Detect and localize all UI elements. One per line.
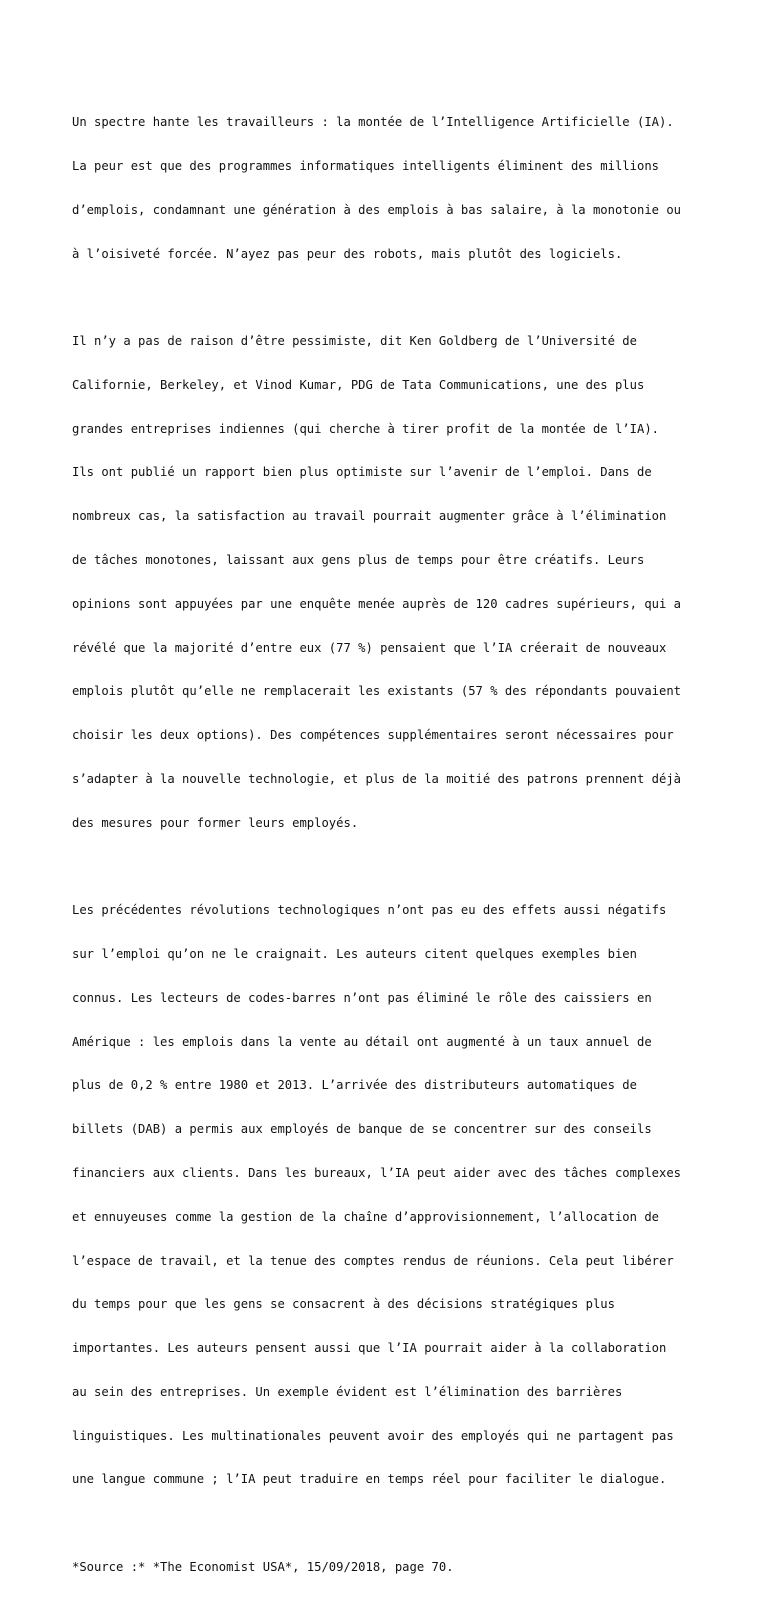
text-line: Il n’y a pas de raison d’être pessimiste, dit Ken Goldberg de l’Université de (72, 334, 637, 349)
text-line: plus de 0,2 % entre 1980 et 2013. L’arrivée des distributeurs automatiques de (72, 1078, 637, 1093)
text-line: sur l’emploi qu’on ne le craignait. Les auteurs citent quelques exemples bien (72, 947, 637, 962)
text-line: linguistiques. Les multinationales peuvent avoir des employés qui ne partagent pas (72, 1428, 674, 1443)
text-line: La peur est que des programmes informatiques intelligents éliminent des millions (72, 158, 659, 173)
text-line: opinions sont appuyées par une enquête menée auprès de 120 cadres supérieurs, qui a (72, 596, 682, 611)
text-line: d’emplois, condamnant une génération à des emplois à bas salaire, à la monotonie ou (72, 202, 682, 217)
text-line: grandes entreprises indiennes (qui cherche à tirer profit de la montée de l’IA). (72, 421, 659, 436)
text-line: financiers aux clients. Dans les bureaux, l’IA peut aider avec des tâches complexes (72, 1165, 682, 1180)
paragraph-history (72, 874, 712, 1516)
text-line: des mesures pour former leurs employés. (72, 815, 359, 830)
text-line: de tâches monotones, laissant aux gens plus de temps pour être créatifs. Leurs (72, 553, 645, 567)
text-line: *Source :* *The Economist USA*, 15/09/2018, page 70. (72, 1559, 454, 1574)
source-citation (72, 1531, 712, 1604)
paragraph-optimism (72, 305, 712, 860)
text-line: Amérique : les emplois dans la vente au détail ont augmenté à un taux annuel de (72, 1034, 652, 1049)
text-line: Les précédentes révolutions technologiques n’ont pas eu des effets aussi négatifs (72, 903, 667, 918)
text-line: billets (DAB) a permis aux employés de banque de se concentrer sur des conseils (72, 1122, 652, 1137)
text-line: Un spectre hante les travailleurs : la montée de l’Intelligence Artificielle (IA). (72, 115, 674, 130)
text-line: révélé que la majorité d’entre eux (77 %) pensaient que l’IA créerait de nouveaux (72, 640, 667, 655)
text-line: l’espace de travail, et la tenue des comptes rendus de réunions. Cela peut libérer (72, 1253, 674, 1268)
text-line: du temps pour que les gens se consacrent à des décisions stratégiques plus (72, 1297, 615, 1312)
text-line: connus. Les lecteurs de codes-barres n’ont pas éliminé le rôle des caissiers en (72, 990, 652, 1005)
text-line: choisir les deux options). Des compétences supplémentaires seront nécessaires pour (72, 728, 674, 743)
text-line: s’adapter à la nouvelle technologie, et plus de la moitié des patrons prennent déjà (72, 771, 682, 786)
document-body (72, 86, 712, 1618)
text-line: nombreux cas, la satisfaction au travail pourrait augmenter grâce à l’élimination (72, 509, 667, 524)
paragraph-intro (72, 86, 712, 290)
text-line: au sein des entreprises. Un exemple évident est l’élimination des barrières (72, 1384, 623, 1399)
text-line: Californie, Berkeley, et Vinod Kumar, PDG de Tata Communications, une des plus (72, 377, 645, 392)
text-line: Ils ont publié un rapport bien plus optimiste sur l’avenir de l’emploi. Dans de (72, 465, 652, 480)
text-line: une langue commune ; l’IA peut traduire en temps réel pour faciliter le dialogue. (72, 1472, 667, 1487)
text-line: importantes. Les auteurs pensent aussi que l’IA pourrait aider à la collaboration (72, 1341, 667, 1356)
text-line: et ennuyeuses comme la gestion de la chaîne d’approvisionnement, l’allocation de (72, 1209, 659, 1224)
text-line: emplois plutôt qu’elle ne remplacerait les existants (57 % des répondants pouvaient (72, 684, 682, 699)
text-line: à l’oisiveté forcée. N’ayez pas peur des robots, mais plutôt des logiciels. (72, 246, 623, 261)
